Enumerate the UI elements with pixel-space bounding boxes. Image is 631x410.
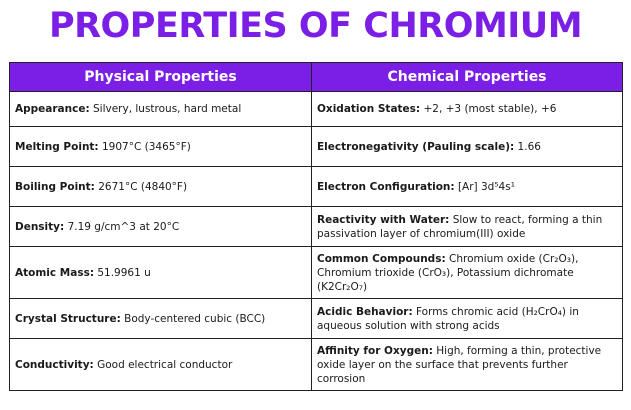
table-row (10, 92, 623, 127)
property-value: 1907°C (3465°F) (101, 140, 191, 153)
property-label: Affinity for Oxygen: (317, 344, 433, 357)
property-value: Chromium oxide (Cr₂O₃), Chromium trioxide (CrO₃), Potassium dichromate (K2Cr₂O₇) (317, 252, 579, 293)
property-value: +2, +3 (most stable), +6 (423, 103, 557, 115)
physical-cell (10, 339, 312, 391)
property-label: Appearance: (15, 103, 90, 115)
physical-cell (10, 92, 312, 127)
property-label: Crystal Structure: (15, 312, 121, 325)
property-value: Forms chromic acid (H₂CrO₄) in aqueous solution with strong acids (317, 305, 579, 332)
property-label: Melting Point: (15, 140, 99, 153)
property-label: Acidic Behavior: (317, 305, 413, 318)
property-value: 7.19 g/cm^3 at 20°C (67, 220, 180, 233)
chemical-cell (312, 92, 623, 127)
physical-cell (10, 167, 312, 207)
physical-cell (10, 299, 312, 339)
physical-cell (10, 207, 312, 247)
property-label: Electronegativity (Pauling scale): (317, 140, 515, 153)
physical-properties-header: Physical Properties (10, 63, 312, 92)
physical-cell (10, 127, 312, 167)
chemical-cell (312, 247, 623, 299)
page-title: PROPERTIES OF CHROMIUM (48, 6, 583, 46)
chemical-properties-header: Chemical Properties (312, 63, 623, 92)
property-label: Atomic Mass: (15, 266, 95, 279)
property-label: Reactivity with Water: (317, 213, 450, 226)
table-row (10, 247, 623, 299)
properties-table (9, 62, 623, 391)
table-header-row (10, 63, 623, 92)
chemical-cell (312, 339, 623, 391)
property-value: Good electrical conductor (97, 358, 233, 371)
property-value: [Ar] 3d⁵4s¹ (457, 180, 515, 193)
property-label: Boiling Point: (15, 180, 95, 193)
chemical-cell (312, 207, 623, 247)
table-row (10, 339, 623, 391)
table-row (10, 127, 623, 167)
property-label: Oxidation States: (317, 103, 421, 115)
property-label: Density: (15, 220, 65, 233)
property-value: Body-centered cubic (BCC) (124, 312, 266, 325)
property-value: Silvery, lustrous, hard metal (93, 103, 242, 115)
property-label: Electron Configuration: (317, 180, 455, 193)
property-value: Slow to react, forming a thin passivation layer of chromium(III) oxide (317, 213, 603, 240)
table-row (10, 207, 623, 247)
property-label: Common Compounds: (317, 252, 446, 265)
chemical-cell (312, 127, 623, 167)
property-value: High, forming a thin, protective oxide layer on the surface that prevents further corrosion (317, 344, 602, 385)
physical-cell (10, 247, 312, 299)
property-value: 51.9961 u (97, 266, 151, 279)
chemical-cell (312, 299, 623, 339)
property-label: Conductivity: (15, 358, 94, 371)
property-value: 2671°C (4840°F) (98, 180, 188, 193)
chemical-cell (312, 167, 623, 207)
property-value: 1.66 (517, 140, 541, 153)
table-row (10, 167, 623, 207)
table-row (10, 299, 623, 339)
